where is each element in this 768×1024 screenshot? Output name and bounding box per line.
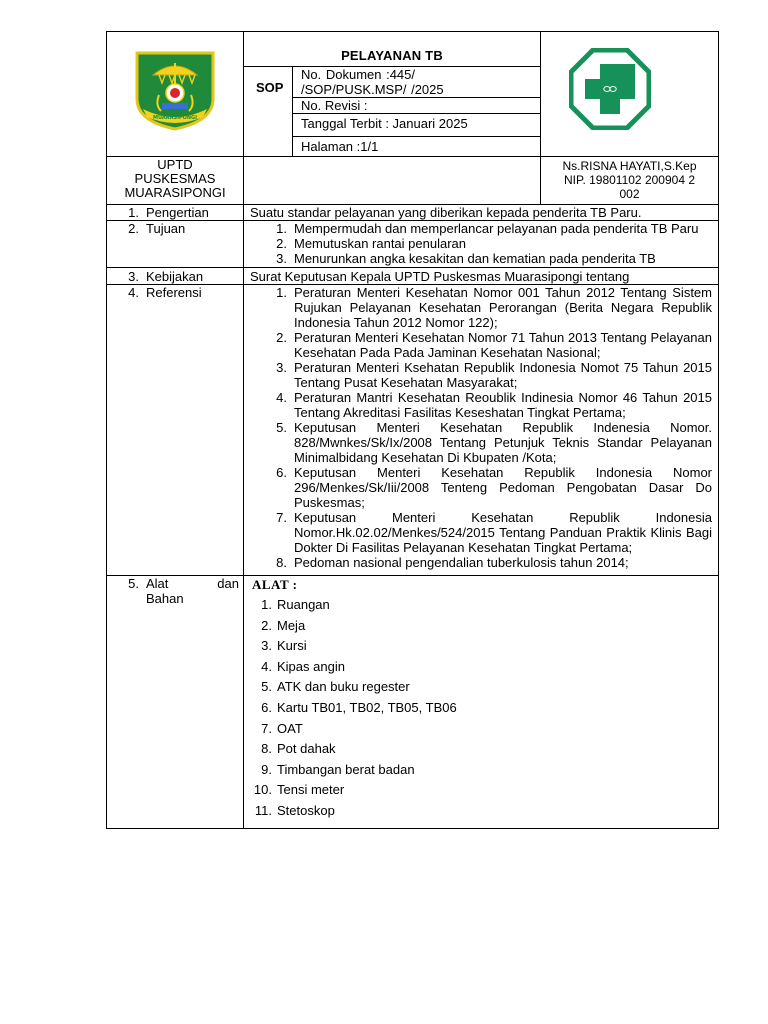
alat-item	[250, 679, 712, 700]
alat-item-text: Meja	[277, 617, 306, 633]
alat-item	[250, 803, 712, 824]
section-label-pengertian: 1. Pengertian	[107, 205, 244, 221]
alat-item-number: 6.	[261, 699, 272, 715]
tujuan-item-number: 2.	[276, 236, 287, 251]
sop-label: SOP	[256, 80, 284, 95]
alat-item-text: Kipas angin	[277, 658, 345, 674]
document-header	[244, 32, 541, 157]
alat-item-text: Ruangan	[277, 597, 330, 612]
section-label-alat-bahan: 5. Alat dan Bahan	[107, 576, 244, 829]
alat-item-number: 2.	[261, 617, 272, 633]
referensi-item-number: 2.	[276, 330, 287, 345]
section-label-kebijakan: 3. Kebijakan	[107, 268, 244, 285]
section-tujuan	[244, 221, 719, 268]
referensi-item-number: 4.	[276, 390, 287, 405]
crest-banner-text: MUARASIPONGI	[153, 115, 197, 121]
referensi-item-text: Keputusan Menteri Kesehatan Republik Indonesia Nomor 296/Menkes/Sk/Iii/2008 Tenteng Pedoman Pengobatan Dasar Do Puskesmas;	[294, 465, 712, 510]
referensi-item-number: 8.	[276, 555, 287, 570]
alat-item-number: 7.	[261, 720, 272, 736]
referensi-item	[250, 510, 712, 555]
alat-item-number: 5.	[261, 679, 272, 695]
alat-item-text: Kursi	[277, 638, 307, 654]
referensi-item	[250, 420, 712, 465]
alat-item	[250, 638, 712, 659]
alat-item-number: 3.	[261, 638, 272, 654]
tujuan-item-number: 3.	[276, 251, 287, 266]
blank-cell	[244, 157, 541, 205]
referensi-item-text: Peraturan Menteri Kesehatan Nomor 001 Tahun 2012 Tentang Sistem Rujukan Pelayanan Kesehatan Perorangan (Berita Negara Republik Indonesia Tahun 2012 Nomor 122);	[294, 285, 712, 330]
referensi-item	[250, 285, 712, 330]
alat-item-text: ATK dan buku regester	[277, 679, 410, 695]
alat-item-text: Stetoskop	[277, 802, 335, 818]
crest-cell	[107, 32, 244, 157]
referensi-item-text: Keputusan Menteri Kesehatan Republik Indenesia Nomor. 828/Mwnkes/Sk/Ix/2008 Tentang Petunjuk Teknis Standar Pelayanan Minimalbidang Kesehatan Di Kbupaten /Kota;	[294, 420, 712, 465]
alat-item	[250, 762, 712, 783]
document-title: PELAYANAN TB	[341, 48, 443, 63]
document-meta	[292, 66, 540, 156]
signer-block: Ns.RISNA HAYATI,S.Kep NIP. 19801102 200904 2 002	[541, 157, 719, 205]
referensi-item	[250, 465, 712, 510]
section-pengertian: Suatu standar pelayanan yang diberikan kepada penderita TB Paru.	[244, 205, 719, 221]
referensi-item-text: Peraturan Mantri Kesehatan Reoublik Indinesia Nomor 46 Tahun 2015 Tentang Akreditasi Fasilitas Keseshatan Tingkat Pertama;	[294, 390, 712, 420]
referensi-item	[250, 390, 712, 420]
referensi-item-number: 5.	[276, 420, 287, 435]
section-kebijakan: Surat Keputusan Kepala UPTD Puskesmas Muarasipongi tentang	[244, 268, 719, 285]
referensi-item	[250, 555, 712, 570]
tanggal-terbit: Tanggal Terbit : Januari 2025	[293, 114, 540, 137]
section-referensi	[244, 285, 719, 576]
alat-item	[250, 659, 712, 680]
tujuan-item	[250, 221, 712, 236]
alat-heading: ALAT :	[252, 577, 298, 592]
tujuan-item-text: Menurunkan angka kesakitan dan kematian pada penderita TB	[294, 251, 656, 266]
section-alat-bahan	[244, 576, 719, 829]
alat-item	[250, 700, 712, 721]
referensi-item-text: Pedoman nasional pengendalian tuberkulosis tahun 2014;	[294, 555, 629, 570]
tujuan-item	[250, 236, 712, 251]
referensi-item	[250, 360, 712, 390]
referensi-item-text: Keputusan Menteri Kesehatan Republik Indonesia Nomor.Hk.02.02/Menkes/524/2015 Tentang Panduan Praktik Klinis Bagi Dokter Di Fasilitas Pelayanan Kesehatan Tingkat Pertama;	[294, 510, 712, 555]
tujuan-item-text: Mempermudah dan memperlancar pelayanan pada penderita TB Paru	[294, 221, 699, 236]
alat-item-number: 8.	[261, 741, 272, 757]
tujuan-item	[250, 251, 712, 266]
referensi-item-text: Peraturan Menteri Kesehatan Nomor 71 Tahun 2013 Tentang Pelayanan Kesehatan Pada Pada Jaminan Kesehatan Nasional;	[294, 330, 712, 360]
referensi-item-number: 7.	[276, 510, 287, 525]
alat-item-text: Tensi meter	[277, 782, 345, 798]
alat-item-text: Pot dahak	[277, 741, 336, 757]
referensi-list	[250, 285, 712, 570]
alat-item	[250, 741, 712, 762]
puskesmas-cross-logo	[569, 48, 651, 130]
sop-document	[106, 31, 718, 829]
alat-item	[250, 618, 712, 639]
tujuan-item-text: Memutuskan rantai penularan	[294, 236, 466, 251]
referensi-item-number: 3.	[276, 360, 287, 375]
alat-item	[250, 721, 712, 742]
alat-item-number: 10.	[253, 782, 272, 798]
organization-name: UPTD PUSKESMAS MUARASIPONGI	[107, 157, 244, 205]
referensi-item-number: 1.	[276, 285, 287, 300]
halaman: Halaman :1/1	[301, 139, 379, 154]
alat-item-text: Kartu TB01, TB02, TB05, TB06	[277, 699, 457, 715]
section-label-tujuan: 2. Tujuan	[107, 221, 244, 268]
regency-crest-logo	[129, 49, 221, 131]
referensi-item-number: 6.	[276, 465, 287, 480]
alat-item-number: 4.	[261, 658, 272, 674]
tujuan-item-number: 1.	[276, 221, 287, 236]
referensi-item-text: Peraturan Menteri Ksehatan Republik Indonesia Nomot 75 Tahun 2015 Tentang Pusat Kesehatan Masyarakat;	[294, 360, 712, 390]
section-label-referensi: 4. Referensi	[107, 285, 244, 576]
referensi-item	[250, 330, 712, 360]
alat-item	[250, 597, 712, 618]
no-revisi: No. Revisi :	[293, 98, 540, 114]
tujuan-list	[250, 221, 712, 266]
alat-item-text: Timbangan berat badan	[277, 761, 415, 777]
alat-item	[250, 782, 712, 803]
alat-list	[250, 597, 712, 824]
no-dokumen: No. Dokumen :445/ /SOP/PUSK.MSP/ /2025	[293, 66, 540, 98]
cross-cell	[541, 32, 719, 157]
alat-item-number: 1.	[261, 597, 272, 612]
alat-item-number: 9.	[261, 761, 272, 777]
alat-item-text: OAT	[277, 720, 303, 736]
sop-table	[106, 31, 719, 829]
alat-item-number: 11.	[254, 802, 272, 818]
